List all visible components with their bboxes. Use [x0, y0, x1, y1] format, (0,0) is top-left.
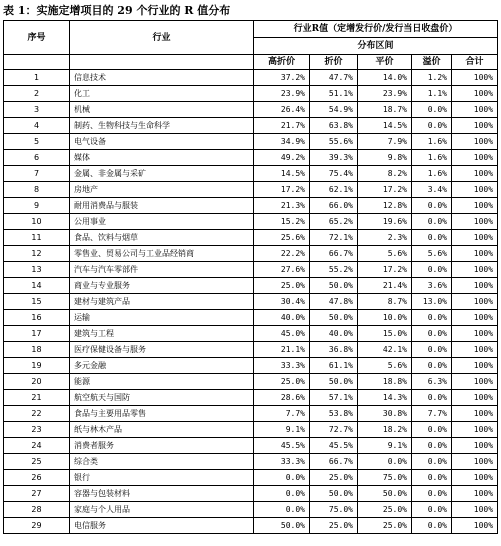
row-seq: 9	[4, 198, 70, 214]
cell-high-discount: 34.9%	[254, 134, 310, 150]
cell-premium: 0.0%	[412, 198, 452, 214]
cell-discount: 61.1%	[310, 358, 358, 374]
row-industry: 能源	[70, 374, 254, 390]
cell-discount: 75.4%	[310, 166, 358, 182]
row-seq: 11	[4, 230, 70, 246]
row-seq: 3	[4, 102, 70, 118]
cell-total: 100%	[452, 342, 498, 358]
cell-high-discount: 49.2%	[254, 150, 310, 166]
cell-premium: 0.0%	[412, 310, 452, 326]
cell-discount: 50.0%	[310, 310, 358, 326]
cell-par: 23.9%	[358, 86, 412, 102]
table-body	[4, 70, 498, 534]
cell-premium: 0.0%	[412, 214, 452, 230]
cell-high-discount: 0.0%	[254, 470, 310, 486]
cell-discount: 55.6%	[310, 134, 358, 150]
row-seq: 29	[4, 518, 70, 534]
cell-par: 2.3%	[358, 230, 412, 246]
table-title: 表 1：实施定增项目的 29 个行业的 R 值分布	[3, 4, 231, 17]
cell-total: 100%	[452, 182, 498, 198]
header-discount: 折价	[310, 55, 358, 70]
cell-premium: 0.0%	[412, 470, 452, 486]
cell-discount: 55.2%	[310, 262, 358, 278]
cell-high-discount: 23.9%	[254, 86, 310, 102]
row-seq: 4	[4, 118, 70, 134]
cell-discount: 66.0%	[310, 198, 358, 214]
table-row	[4, 182, 498, 198]
row-industry: 电气设备	[70, 134, 254, 150]
row-industry: 纸与林木产品	[70, 422, 254, 438]
cell-high-discount: 33.3%	[254, 454, 310, 470]
row-seq: 7	[4, 166, 70, 182]
row-seq: 17	[4, 326, 70, 342]
cell-premium: 1.1%	[412, 86, 452, 102]
header-seq: 序号	[4, 21, 70, 55]
cell-premium: 0.0%	[412, 230, 452, 246]
cell-par: 14.3%	[358, 390, 412, 406]
cell-total: 100%	[452, 86, 498, 102]
cell-high-discount: 50.0%	[254, 518, 310, 534]
cell-total: 100%	[452, 230, 498, 246]
row-seq: 26	[4, 470, 70, 486]
cell-premium: 0.0%	[412, 102, 452, 118]
cell-par: 17.2%	[358, 182, 412, 198]
cell-par: 75.0%	[358, 470, 412, 486]
cell-high-discount: 33.3%	[254, 358, 310, 374]
cell-par: 18.7%	[358, 102, 412, 118]
cell-high-discount: 25.0%	[254, 374, 310, 390]
row-seq: 16	[4, 310, 70, 326]
cell-discount: 39.3%	[310, 150, 358, 166]
table-row	[4, 198, 498, 214]
table-row	[4, 230, 498, 246]
cell-premium: 0.0%	[412, 502, 452, 518]
row-industry: 零售业、贸易公司与工业品经销商	[70, 246, 254, 262]
row-seq: 18	[4, 342, 70, 358]
table-row	[4, 374, 498, 390]
cell-total: 100%	[452, 374, 498, 390]
cell-par: 50.0%	[358, 486, 412, 502]
row-industry: 媒体	[70, 150, 254, 166]
r-value-distribution-table	[3, 20, 498, 534]
row-industry: 银行	[70, 470, 254, 486]
row-seq: 12	[4, 246, 70, 262]
cell-high-discount: 21.7%	[254, 118, 310, 134]
cell-par: 18.2%	[358, 422, 412, 438]
row-industry: 商业与专业服务	[70, 278, 254, 294]
row-seq: 24	[4, 438, 70, 454]
cell-discount: 36.8%	[310, 342, 358, 358]
cell-discount: 47.8%	[310, 294, 358, 310]
table-row	[4, 486, 498, 502]
table-row	[4, 454, 498, 470]
row-seq: 22	[4, 406, 70, 422]
cell-total: 100%	[452, 150, 498, 166]
table-row	[4, 246, 498, 262]
cell-discount: 53.8%	[310, 406, 358, 422]
row-industry: 金属、非金属与采矿	[70, 166, 254, 182]
row-industry: 耐用消费品与服装	[70, 198, 254, 214]
cell-total: 100%	[452, 134, 498, 150]
cell-high-discount: 21.3%	[254, 198, 310, 214]
cell-high-discount: 17.2%	[254, 182, 310, 198]
cell-discount: 25.0%	[310, 470, 358, 486]
row-industry: 建筑与工程	[70, 326, 254, 342]
cell-par: 42.1%	[358, 342, 412, 358]
cell-discount: 62.1%	[310, 182, 358, 198]
cell-premium: 0.0%	[412, 326, 452, 342]
row-seq: 19	[4, 358, 70, 374]
table-row	[4, 150, 498, 166]
header-industry: 行业	[70, 21, 254, 55]
cell-premium: 3.4%	[412, 182, 452, 198]
row-seq: 13	[4, 262, 70, 278]
cell-discount: 66.7%	[310, 454, 358, 470]
cell-high-discount: 25.0%	[254, 278, 310, 294]
table-row	[4, 278, 498, 294]
cell-high-discount: 40.0%	[254, 310, 310, 326]
cell-premium: 0.0%	[412, 358, 452, 374]
row-seq: 25	[4, 454, 70, 470]
cell-premium: 1.6%	[412, 134, 452, 150]
header-total: 合计	[452, 55, 498, 70]
cell-par: 15.0%	[358, 326, 412, 342]
table-row	[4, 518, 498, 534]
row-industry: 多元金融	[70, 358, 254, 374]
cell-discount: 54.9%	[310, 102, 358, 118]
table-row	[4, 422, 498, 438]
cell-high-discount: 14.5%	[254, 166, 310, 182]
table-row	[4, 310, 498, 326]
cell-premium: 13.0%	[412, 294, 452, 310]
cell-high-discount: 45.5%	[254, 438, 310, 454]
table-row	[4, 214, 498, 230]
row-industry: 机械	[70, 102, 254, 118]
cell-par: 9.1%	[358, 438, 412, 454]
row-industry: 电信服务	[70, 518, 254, 534]
cell-premium: 0.0%	[412, 438, 452, 454]
row-seq: 14	[4, 278, 70, 294]
row-seq: 20	[4, 374, 70, 390]
cell-total: 100%	[452, 518, 498, 534]
row-industry: 化工	[70, 86, 254, 102]
cell-par: 5.6%	[358, 246, 412, 262]
cell-total: 100%	[452, 198, 498, 214]
cell-discount: 45.5%	[310, 438, 358, 454]
table-row	[4, 342, 498, 358]
cell-discount: 50.0%	[310, 374, 358, 390]
row-industry: 公用事业	[70, 214, 254, 230]
cell-par: 7.9%	[358, 134, 412, 150]
cell-total: 100%	[452, 438, 498, 454]
cell-total: 100%	[452, 486, 498, 502]
cell-discount: 25.0%	[310, 518, 358, 534]
cell-total: 100%	[452, 358, 498, 374]
cell-premium: 0.0%	[412, 262, 452, 278]
table-row	[4, 166, 498, 182]
cell-high-discount: 7.7%	[254, 406, 310, 422]
cell-par: 5.6%	[358, 358, 412, 374]
header-blank-seq	[4, 55, 70, 70]
row-industry: 食品与主要用品零售	[70, 406, 254, 422]
row-seq: 23	[4, 422, 70, 438]
row-seq: 10	[4, 214, 70, 230]
cell-total: 100%	[452, 166, 498, 182]
cell-par: 18.8%	[358, 374, 412, 390]
cell-par: 12.8%	[358, 198, 412, 214]
cell-premium: 7.7%	[412, 406, 452, 422]
cell-discount: 72.1%	[310, 230, 358, 246]
header-high-discount: 高折价	[254, 55, 310, 70]
cell-high-discount: 30.4%	[254, 294, 310, 310]
row-industry: 房地产	[70, 182, 254, 198]
cell-total: 100%	[452, 246, 498, 262]
cell-total: 100%	[452, 454, 498, 470]
cell-par: 0.0%	[358, 454, 412, 470]
cell-par: 21.4%	[358, 278, 412, 294]
row-industry: 综合类	[70, 454, 254, 470]
cell-premium: 5.6%	[412, 246, 452, 262]
cell-total: 100%	[452, 310, 498, 326]
table-row	[4, 502, 498, 518]
cell-discount: 75.0%	[310, 502, 358, 518]
row-seq: 15	[4, 294, 70, 310]
cell-premium: 0.0%	[412, 422, 452, 438]
row-industry: 家庭与个人用品	[70, 502, 254, 518]
row-seq: 5	[4, 134, 70, 150]
table-row	[4, 102, 498, 118]
table-row	[4, 118, 498, 134]
header-blank-industry	[70, 55, 254, 70]
cell-premium: 3.6%	[412, 278, 452, 294]
cell-total: 100%	[452, 470, 498, 486]
cell-discount: 51.1%	[310, 86, 358, 102]
cell-total: 100%	[452, 422, 498, 438]
table-row	[4, 262, 498, 278]
cell-total: 100%	[452, 502, 498, 518]
cell-par: 8.7%	[358, 294, 412, 310]
header-r-group-sub: 分布区间	[254, 38, 498, 55]
cell-premium: 0.0%	[412, 342, 452, 358]
cell-discount: 57.1%	[310, 390, 358, 406]
cell-par: 9.8%	[358, 150, 412, 166]
row-industry: 医疗保健设备与服务	[70, 342, 254, 358]
cell-total: 100%	[452, 214, 498, 230]
table-row	[4, 70, 498, 86]
row-industry: 航空航天与国防	[70, 390, 254, 406]
cell-discount: 50.0%	[310, 486, 358, 502]
cell-high-discount: 21.1%	[254, 342, 310, 358]
cell-high-discount: 22.2%	[254, 246, 310, 262]
row-industry: 消费者服务	[70, 438, 254, 454]
header-r-group: 行业R值（定增发行价/发行当日收盘价）	[254, 21, 498, 38]
cell-par: 17.2%	[358, 262, 412, 278]
row-seq: 28	[4, 502, 70, 518]
cell-discount: 50.0%	[310, 278, 358, 294]
cell-discount: 40.0%	[310, 326, 358, 342]
cell-premium: 6.3%	[412, 374, 452, 390]
cell-par: 19.6%	[358, 214, 412, 230]
cell-total: 100%	[452, 262, 498, 278]
cell-par: 14.5%	[358, 118, 412, 134]
row-industry: 制药、生物科技与生命科学	[70, 118, 254, 134]
cell-total: 100%	[452, 118, 498, 134]
row-seq: 6	[4, 150, 70, 166]
cell-par: 25.0%	[358, 518, 412, 534]
row-seq: 1	[4, 70, 70, 86]
header-premium: 溢价	[412, 55, 452, 70]
row-seq: 2	[4, 86, 70, 102]
table-row	[4, 86, 498, 102]
cell-high-discount: 45.0%	[254, 326, 310, 342]
table-row	[4, 470, 498, 486]
row-seq: 8	[4, 182, 70, 198]
cell-high-discount: 25.6%	[254, 230, 310, 246]
cell-discount: 66.7%	[310, 246, 358, 262]
row-industry: 食品、饮料与烟草	[70, 230, 254, 246]
cell-discount: 47.7%	[310, 70, 358, 86]
cell-par: 25.0%	[358, 502, 412, 518]
row-industry: 建材与建筑产品	[70, 294, 254, 310]
table-row	[4, 134, 498, 150]
cell-premium: 0.0%	[412, 518, 452, 534]
row-industry: 运输	[70, 310, 254, 326]
cell-total: 100%	[452, 390, 498, 406]
cell-high-discount: 0.0%	[254, 502, 310, 518]
cell-premium: 0.0%	[412, 118, 452, 134]
cell-par: 14.0%	[358, 70, 412, 86]
cell-premium: 1.6%	[412, 166, 452, 182]
cell-high-discount: 26.4%	[254, 102, 310, 118]
table-row	[4, 390, 498, 406]
table-row	[4, 294, 498, 310]
cell-premium: 1.6%	[412, 150, 452, 166]
cell-discount: 63.8%	[310, 118, 358, 134]
table-row	[4, 406, 498, 422]
cell-high-discount: 28.6%	[254, 390, 310, 406]
table-row	[4, 438, 498, 454]
cell-par: 8.2%	[358, 166, 412, 182]
cell-premium: 0.0%	[412, 390, 452, 406]
cell-premium: 0.0%	[412, 454, 452, 470]
cell-discount: 72.7%	[310, 422, 358, 438]
cell-total: 100%	[452, 278, 498, 294]
row-industry: 容器与包装材料	[70, 486, 254, 502]
cell-total: 100%	[452, 326, 498, 342]
cell-total: 100%	[452, 70, 498, 86]
cell-discount: 65.2%	[310, 214, 358, 230]
cell-premium: 0.0%	[412, 486, 452, 502]
cell-high-discount: 0.0%	[254, 486, 310, 502]
cell-total: 100%	[452, 294, 498, 310]
cell-premium: 1.2%	[412, 70, 452, 86]
cell-par: 30.8%	[358, 406, 412, 422]
header-par: 平价	[358, 55, 412, 70]
row-seq: 21	[4, 390, 70, 406]
cell-high-discount: 27.6%	[254, 262, 310, 278]
row-seq: 27	[4, 486, 70, 502]
table-row	[4, 358, 498, 374]
cell-total: 100%	[452, 406, 498, 422]
cell-par: 10.0%	[358, 310, 412, 326]
cell-high-discount: 37.2%	[254, 70, 310, 86]
table-row	[4, 326, 498, 342]
row-industry: 汽车与汽车零部件	[70, 262, 254, 278]
cell-high-discount: 9.1%	[254, 422, 310, 438]
cell-total: 100%	[452, 102, 498, 118]
cell-high-discount: 15.2%	[254, 214, 310, 230]
row-industry: 信息技术	[70, 70, 254, 86]
